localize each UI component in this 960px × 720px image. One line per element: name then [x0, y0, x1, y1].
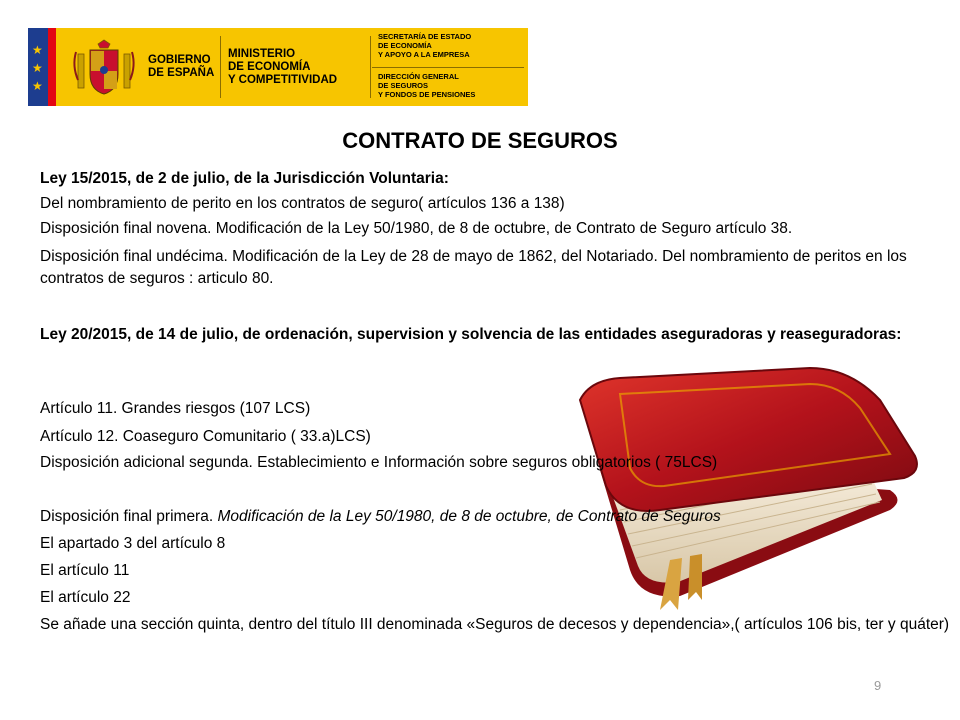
divider [372, 67, 524, 68]
divider [370, 36, 371, 98]
text-line: El apartado 3 del artículo 8 [40, 535, 226, 552]
star-icon: ★ [32, 61, 43, 75]
secretaria-label: SECRETARÍA DE ESTADO DE ECONOMÍA Y APOYO A LA EMPRESA [378, 32, 472, 59]
text-line: Disposición adicional segunda. Establecimiento e Información sobre seguros obligatorios ( 75LCS) [40, 454, 718, 471]
page-number: 9 [874, 678, 882, 693]
text-line [40, 506, 955, 528]
star-icon: ★ [32, 43, 43, 57]
ministerio-label: MINISTERIO DE ECONOMÍA Y COMPETITIVIDAD [228, 48, 338, 86]
provision-title: Modificación de la Ley 50/1980, de 8 de octubre, de Contrato de Seguros [217, 508, 721, 525]
eu-flag-strip [28, 28, 48, 106]
text-line: Se añade una sección quinta, dentro del título III denominada «Seguros de decesos y dependencia»,( artículos 106 bis, ter y quáter) [40, 616, 950, 633]
star-icon: ★ [32, 79, 43, 93]
text-line: Disposición final novena. Modificación de la Ley 50/1980, de 8 de octubre, de Contrato de Seguro artículo 38. [40, 220, 793, 237]
page-title: CONTRATO DE SEGUROS [342, 128, 618, 153]
gobierno-label: GOBIERNO DE ESPAÑA [148, 54, 215, 79]
text-line: Artículo 11. Grandes riesgos (107 LCS) [40, 400, 311, 417]
text-line: El artículo 22 [40, 589, 131, 606]
law-heading-1: Ley 15/2015, de 2 de julio, de la Jurisdicción Voluntaria: [40, 170, 449, 187]
coat-of-arms-icon [68, 36, 140, 98]
divider [220, 36, 221, 98]
direccion-label: DIRECCIÓN GENERAL DE SEGUROS Y FONDOS DE PENSIONES [378, 72, 476, 99]
text-line: Del nombramiento de perito en los contratos de seguro( artículos 136 a 138) [40, 195, 565, 212]
header-banner [28, 28, 528, 106]
text-line: Disposición final undécima. Modificación de la Ley de 28 de mayo de 1862, del Notariado. Del nombramiento de peritos en los contratos de seguros : articulo 80. [40, 248, 907, 287]
law-heading-2: Ley 20/2015, de 14 de julio, de ordenación, supervision y solvencia de las entidades aseguradoras y reaseguradoras: [40, 326, 902, 343]
text-line: Artículo 12. Coaseguro Comunitario ( 33.a)LCS) [40, 428, 371, 445]
text-line: El artículo 11 [40, 562, 130, 579]
provision-label: Disposición final primera. [40, 508, 218, 525]
